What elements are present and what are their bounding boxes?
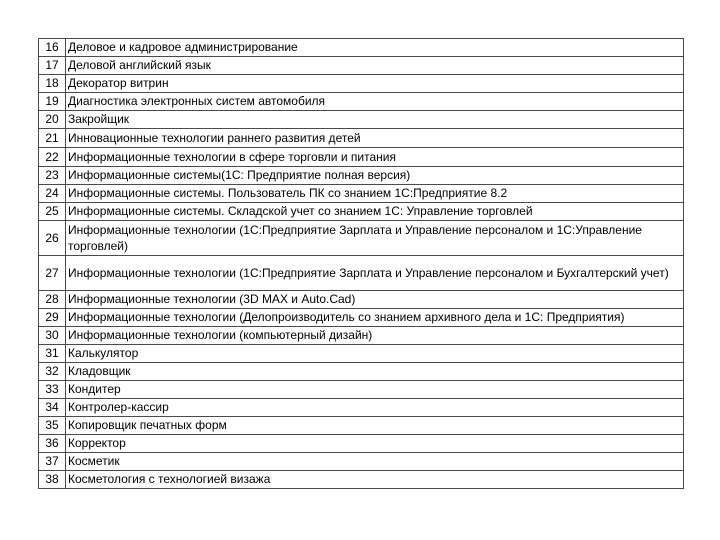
table-row [39,203,684,221]
row-number: 37 [39,453,66,471]
course-name: Деловой английский язык [66,57,684,75]
table-row [39,327,684,345]
course-name: Инновационные технологии раннего развития детей [66,129,684,148]
course-name: Калькулятор [66,345,684,363]
row-number: 31 [39,345,66,363]
table-row [39,148,684,167]
course-name: Корректор [66,435,684,453]
row-number: 17 [39,57,66,75]
course-name: Кладовщик [66,363,684,381]
row-number: 22 [39,148,66,167]
table-row [39,381,684,399]
row-number: 35 [39,417,66,435]
row-number: 18 [39,75,66,93]
course-name: Косметик [66,453,684,471]
row-number: 36 [39,435,66,453]
course-name: Косметология с технологией визажа [66,471,684,489]
row-number: 33 [39,381,66,399]
table-row [39,345,684,363]
table-row [39,93,684,111]
table-row [39,363,684,381]
table-row [39,57,684,75]
course-name: Диагностика электронных систем автомобиля [66,93,684,111]
course-name: Информационные технологии в сфере торговли и питания [66,148,684,167]
row-number: 28 [39,291,66,309]
course-name: Информационные технологии (3D MAX и Auto.Cad) [66,291,684,309]
table-row [39,129,684,148]
course-table [38,38,684,489]
course-name: Информационные технологии (1С:Предприятие Зарплата и Управление персоналом и Бухгалтерский учет) [66,256,684,291]
row-number: 24 [39,185,66,203]
row-number: 30 [39,327,66,345]
table-row [39,185,684,203]
course-name: Информационные технологии (1С:Предприятие Зарплата и Управление персоналом и 1С:Управление торговлей) [66,221,684,256]
course-name: Информационные системы(1С: Предприятие полная версия) [66,167,684,185]
table-row [39,291,684,309]
row-number: 38 [39,471,66,489]
table-row [39,399,684,417]
course-name: Декоратор витрин [66,75,684,93]
course-name: Информационные системы. Складской учет со знанием 1С: Управление торговлей [66,203,684,221]
table-row [39,435,684,453]
row-number: 27 [39,256,66,291]
table-row [39,309,684,327]
course-name: Информационные системы. Пользователь ПК со знанием 1С:Предприятие 8.2 [66,185,684,203]
table-row [39,167,684,185]
course-name: Информационные технологии (Делопроизводитель со знанием архивного дела и 1С: Предприятия) [66,309,684,327]
course-name: Деловое и кадровое администрирование [66,39,684,57]
row-number: 16 [39,39,66,57]
row-number: 29 [39,309,66,327]
table-row [39,75,684,93]
table-row [39,39,684,57]
table-row [39,111,684,129]
row-number: 21 [39,129,66,148]
row-number: 23 [39,167,66,185]
table-row [39,256,684,291]
course-name: Кондитер [66,381,684,399]
course-table-body [39,39,684,489]
course-name: Контролер-кассир [66,399,684,417]
row-number: 34 [39,399,66,417]
table-row [39,221,684,256]
row-number: 25 [39,203,66,221]
course-name: Информационные технологии (компьютерный дизайн) [66,327,684,345]
table-row [39,453,684,471]
table-row [39,471,684,489]
row-number: 19 [39,93,66,111]
table-row [39,417,684,435]
row-number: 32 [39,363,66,381]
course-name: Закройщик [66,111,684,129]
row-number: 20 [39,111,66,129]
row-number: 26 [39,221,66,256]
course-name: Копировщик печатных форм [66,417,684,435]
